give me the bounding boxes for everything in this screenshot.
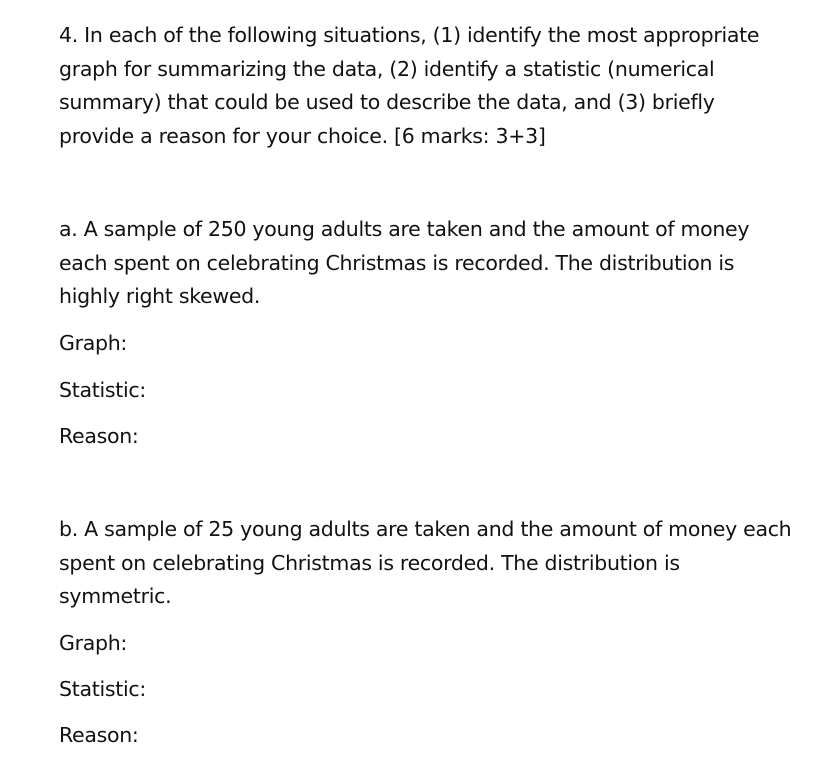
part-a-prompt: a. A sample of 250 young adults are taken and the amount of money each spent on celebrating Christmas is recorded. The distribution is highly right skewed. [59,217,750,308]
part-b-statistic-label: Statistic: [59,677,146,701]
part-b-reason-label: Reason: [59,723,139,747]
part-b-graph-label: Graph: [59,631,127,655]
part-b-prompt: b. A sample of 25 young adults are taken and the amount of money each spent on celebrating Christmas is recorded. The distribution is symmetric. [59,517,792,608]
part-a-statistic-label: Statistic: [59,378,146,402]
part-a-reason-label: Reason: [59,424,139,448]
question-intro: 4. In each of the following situations, (1) identify the most appropriate graph for summarizing the data, (2) identify a statistic (numerical summary) that could be used to describe the data, and (3) briefly provide a reason for your choice. [6 marks: 3+3] [59,23,760,148]
part-a-graph-label: Graph: [59,331,127,355]
